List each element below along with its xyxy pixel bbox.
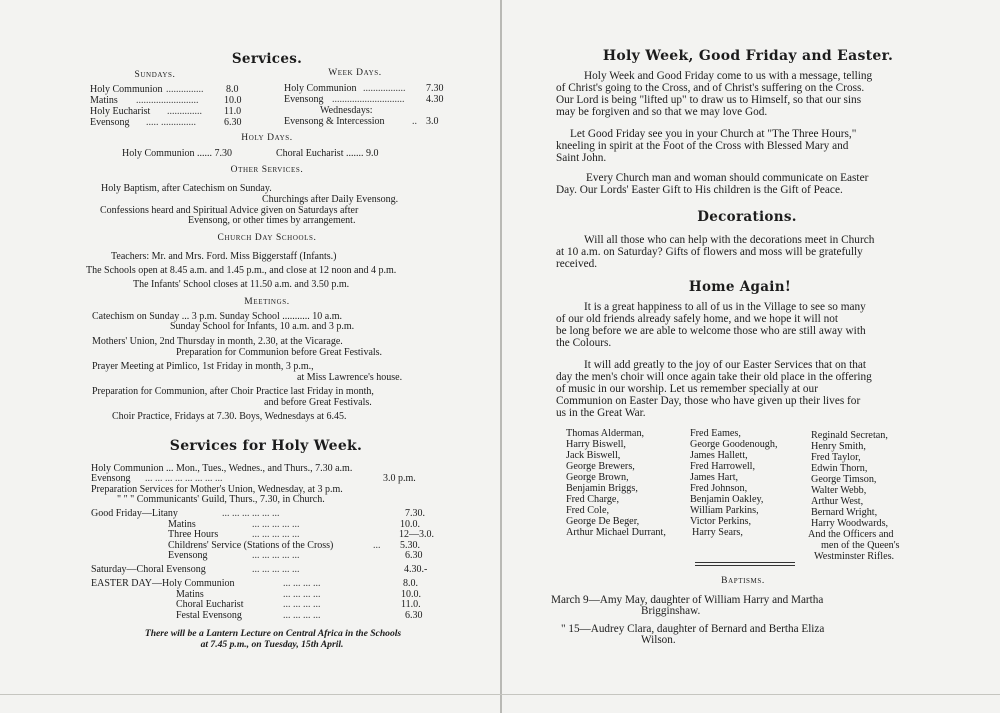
name-list-item: Westminster Rifles. (814, 551, 895, 562)
meeting-line: Catechism on Sunday ... 3 p.m. Sunday School ........... 10 a.m. (92, 311, 342, 322)
name-list-item: Victor Perkins, (690, 516, 752, 527)
name-list-item: Fred Charge, (566, 494, 620, 505)
meeting-line: and before Great Festivals. (264, 397, 372, 408)
holy-week-paragraph: Holy Week and Good Friday come to us with a message, telling of Christ's going to the Cross, and of Christ's suffering on the Cross. Our Lord is being "lifted up" to draw us to Himself, so that our sins may be forgiven and so that we may love God. (556, 70, 873, 118)
decorations-title: Decorations. (697, 209, 797, 225)
other-service-line: Confessions heard and Spiritual Advice given on Saturdays after (100, 205, 359, 216)
teachers-line: Teachers: Mr. and Mrs. Ford. Miss Biggerstaff (Infants.) (111, 251, 337, 262)
holy-week-line: Matins (176, 589, 204, 600)
meeting-line: Preparation for Communion, after Choir Practice last Friday in month, (92, 386, 374, 397)
leader-dots: ... ... ... ... ... (252, 519, 300, 530)
other-services-heading: Other Services. (230, 165, 304, 175)
name-list-item: Fred Eames, (690, 428, 741, 439)
holy-week-time: 7.30. (405, 508, 425, 519)
meeting-line: Preparation for Communion before Great Festivals. (176, 347, 383, 358)
infants-close-line: The Infants' School closes at 11.50 a.m. and 3.50 p.m. (133, 279, 350, 290)
sunday-row-label: Evensong (90, 117, 130, 128)
name-list-item: Bernard Wright, (811, 507, 878, 518)
holy-week-line: Preparation Services for Mother's Union, Wednesday, at 3 p.m. (91, 484, 343, 495)
other-service-line: Evensong, or other times by arrangement. (188, 215, 356, 226)
name-list-item: Fred Cole, (566, 505, 610, 516)
home-again-title: Home Again! (688, 279, 792, 295)
sundays-heading: Sundays. (134, 70, 176, 80)
holy-week-line: " " " Communicants' Guild, Thurs., 7.30, in Church. (117, 494, 325, 505)
name-list-item: men of the Queen's (821, 540, 900, 551)
holy-week-time: 10.0. (400, 519, 420, 530)
section-divider (695, 565, 795, 566)
holy-week-time: 3.0 p.m. (383, 473, 416, 484)
name-list-item: James Hallett, (690, 450, 748, 461)
meeting-line: at Miss Lawrence's house. (297, 372, 403, 383)
name-list-item: Thomas Alderman, (566, 428, 645, 439)
name-list-item: James Hart, (690, 472, 739, 483)
decorations-paragraph: Will all those who can help with the decorations meet in Church at 10 a.m. on Saturday? Gifts of flowers and moss will be gratefully received. (556, 234, 875, 270)
leader-dots: ... ... ... ... ... ... (222, 508, 280, 519)
holy-week-line: Choral Eucharist (176, 599, 244, 610)
name-list-item: Harry Woodwards, (811, 518, 889, 529)
holy-days-communion: Holy Communion ...... 7.30 (122, 148, 233, 159)
holy-week-line: Evensong (168, 550, 208, 561)
leader-dots: ... ... ... ... (283, 610, 321, 621)
holy-week-time: 4.30.- (404, 564, 428, 575)
name-list-item: Fred Harrowell, (690, 461, 756, 472)
holy-week-time: 5.30. (400, 540, 420, 551)
name-list-item: Reginald Secretan, (811, 430, 888, 441)
baptism-entry: March 9—Amy May, daughter of William Harry and Martha (551, 594, 824, 606)
sunday-row-time: 6.30 (224, 117, 242, 128)
week-row-label: Wednesdays: (320, 105, 373, 116)
holy-week-time: 8.0. (403, 578, 418, 589)
leader-dots: ................. (363, 83, 406, 94)
leader-dots: ... ... ... ... (283, 589, 321, 600)
holy-week-line: Festal Evensong (176, 610, 242, 621)
baptism-entry: Brigginshaw. (641, 605, 701, 617)
meetings-heading: Meetings. (244, 297, 290, 307)
holy-week-line: Evensong (91, 473, 131, 484)
holy-week-line: Saturday—Choral Evensong (91, 564, 206, 575)
name-list-item: Jack Biswell, (566, 450, 621, 461)
name-list-item: George Brewers, (566, 461, 635, 472)
home-again-paragraph: It is a great happiness to all of us in the Village to see so many of our old friends already safely home, and we hope it will not be long before we are able to welcome those who are still away with the Colours. (556, 301, 866, 349)
sunday-row-label: Matins (90, 95, 118, 106)
leader-dots: .. (412, 116, 417, 127)
lantern-lecture-note: There will be a Lantern Lecture on Central Africa in the Schools (144, 628, 402, 639)
leader-dots: ... ... ... ... (283, 578, 321, 589)
leader-dots: ......................... (136, 95, 199, 106)
leader-dots: ... ... ... ... ... ... ... ... (145, 473, 223, 484)
schools-open-line: The Schools open at 8.45 a.m. and 1.45 p.m., and close at 12 noon and 4 p.m. (86, 265, 397, 276)
holy-week-line: Holy Communion ... Mon., Tues., Wednes., and Thurs., 7.30 a.m. (91, 463, 353, 474)
services-title: Services. (231, 51, 303, 67)
other-service-line: Holy Baptism, after Catechism on Sunday. (101, 183, 272, 194)
name-list-item: Edwin Thorn, (811, 463, 868, 474)
leader-dots: ... ... ... ... ... (252, 564, 300, 575)
sunday-row-label: Holy Eucharist (90, 106, 151, 117)
leader-dots: .............. (167, 106, 202, 117)
name-list-item: William Parkins, (690, 505, 759, 516)
name-list-item: George Timson, (811, 474, 877, 485)
name-list-item: George Goodenough, (690, 439, 778, 450)
name-list-item: Fred Johnson, (690, 483, 748, 494)
name-list-item: And the Officers and (808, 529, 894, 540)
week-row-label: Evensong & Intercession (284, 116, 385, 127)
holy-week-time: 12—3.0. (399, 529, 434, 540)
holy-days-eucharist: Choral Eucharist ....... 9.0 (276, 148, 379, 159)
meeting-line: Mothers' Union, 2nd Thursday in month, 2.30, at the Vicarage. (92, 336, 343, 347)
sunday-row-time: 11.0 (224, 106, 242, 117)
week-row-time: 4.30 (426, 94, 444, 105)
name-list-item: Arthur West, (811, 496, 864, 507)
lantern-lecture-note: at 7.45 p.m., on Tuesday, 15th April. (200, 639, 344, 650)
name-list-item: Benjamin Briggs, (566, 483, 638, 494)
meeting-line: Prayer Meeting at Pimlico, 1st Friday in month, 3 p.m., (92, 361, 314, 372)
baptism-entry: " 15—Audrey Clara, daughter of Bernard and Bertha Eliza (561, 623, 825, 635)
leader-dots: ... (373, 540, 381, 551)
week-row-label: Holy Communion (284, 83, 357, 94)
meeting-line: Sunday School for Infants, 10 a.m. and 3 p.m. (170, 321, 355, 332)
week-row-label: Evensong (284, 94, 324, 105)
sunday-row-time: 8.0 (226, 84, 239, 95)
name-list-item: Walter Webb, (811, 485, 867, 496)
name-list-item: Arthur Michael Durrant, (566, 527, 666, 538)
week-days-heading: Week Days. (328, 68, 382, 78)
leader-dots: ... ... ... ... ... (252, 550, 300, 561)
leader-dots: ............... (166, 84, 204, 95)
easter-services-paragraph: It will add greatly to the joy of our Easter Services that on that day the men's choir will once again take their old place in the offering of music in our worship. Let us remember specially at our Communion on Easter Day, those who have given up their lives for us in the Great War. (556, 359, 872, 419)
name-list-item: Henry Smith, (811, 441, 866, 452)
other-service-line: Churchings after Daily Evensong. (262, 194, 399, 205)
week-row-time: 3.0 (426, 116, 439, 127)
holy-week-services-title: Services for Holy Week. (169, 438, 363, 454)
name-list-item: Harry Sears, (692, 527, 743, 538)
sunday-row-label: Holy Communion (90, 84, 163, 95)
name-list-item: George Brown, (566, 472, 629, 483)
name-list-item: Fred Taylor, (811, 452, 861, 463)
name-list-item: Benjamin Oakley, (690, 494, 764, 505)
meeting-line: Choir Practice, Fridays at 7.30. Boys, Wednesdays at 6.45. (112, 411, 347, 422)
holy-week-line: Childrens' Service (Stations of the Cross) (168, 540, 334, 551)
holy-week-line: Three Hours (168, 529, 219, 540)
section-divider (695, 562, 795, 563)
baptisms-heading: Baptisms. (721, 576, 765, 586)
holy-week-line: EASTER DAY—Holy Communion (91, 578, 235, 589)
holy-week-time: 6.30 (405, 610, 423, 621)
baptism-entry: Wilson. (641, 634, 676, 646)
holy-week-title: Holy Week, Good Friday and Easter. (602, 48, 894, 64)
holy-week-time: 6.30 (405, 550, 423, 561)
leader-dots: ............................. (332, 94, 405, 105)
holy-week-line: Good Friday—Litany (91, 508, 178, 519)
schools-heading: Church Day Schools. (217, 233, 317, 243)
week-row-time: 7.30 (426, 83, 444, 94)
name-list-item: Harry Biswell, (566, 439, 626, 450)
holy-week-line: Matins (168, 519, 196, 530)
communicate-paragraph: Every Church man and woman should communicate on Easter Day. Our Lords' Easter Gift to His children is the Gift of Peace. (556, 172, 869, 196)
leader-dots: ... ... ... ... ... (252, 529, 300, 540)
page-bottom-edge (0, 694, 1000, 695)
holy-days-heading: Holy Days. (241, 133, 293, 143)
leader-dots: ..... .............. (146, 117, 196, 128)
holy-week-time: 10.0. (401, 589, 421, 600)
right-page (502, 0, 1000, 713)
holy-week-time: 11.0. (401, 599, 421, 610)
name-list-item: George De Beger, (566, 516, 640, 527)
good-friday-paragraph: Let Good Friday see you in your Church at "The Three Hours," kneeling in spirit at the Foot of the Cross with Blessed Mary and Saint John. (556, 128, 857, 164)
leader-dots: ... ... ... ... (283, 599, 321, 610)
sunday-row-time: 10.0 (224, 95, 242, 106)
